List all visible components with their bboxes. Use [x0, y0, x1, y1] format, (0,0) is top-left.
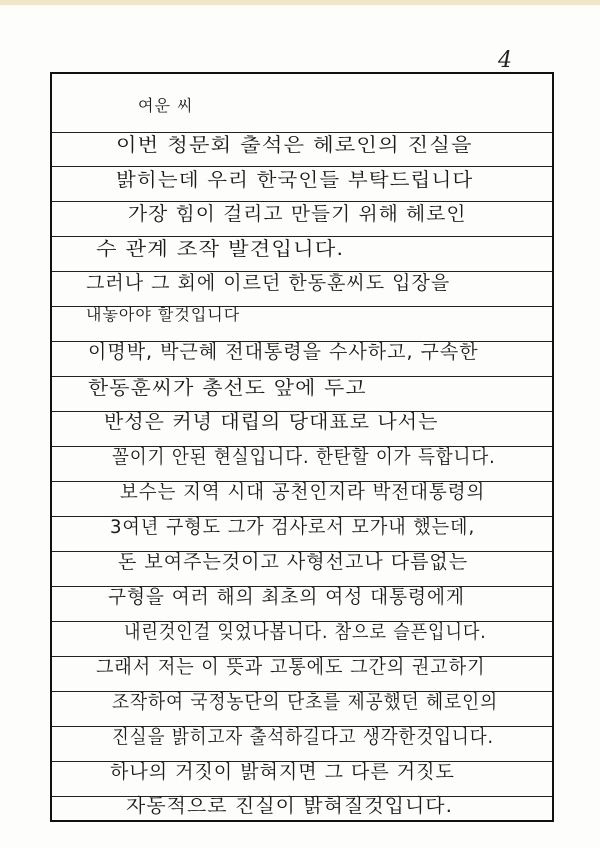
handwritten-line: 이번 청문회 출석은 헤로인의 진실을: [116, 134, 473, 156]
handwritten-line: 꼴이기 안된 현실입니다. 한탄할 이가 득합니다.: [112, 446, 496, 468]
handwritten-line: 반성은 커녕 대립의 당대표로 나서는: [104, 411, 439, 433]
handwritten-line: 내린것인걸 잊었나봅니다. 참으로 슬픈입니다.: [124, 621, 487, 643]
handwritten-line: 이명박, 박근혜 전대통령을 수사하고, 구속한: [88, 341, 479, 363]
handwritten-line: 진실을 밝히고자 출석하길다고 생각한것입니다.: [112, 726, 495, 748]
handwritten-line: 내놓아야 할것입니다: [86, 305, 241, 324]
handwritten-line: 수 관계 조작 발견입니다.: [96, 238, 345, 260]
handwritten-line: 돈 보여주는것이고 사형선고나 다름없는: [118, 551, 469, 573]
paper-top-edge: [0, 0, 600, 5]
handwritten-line: 가장 힘이 걸리고 만들기 위해 헤로인: [128, 203, 467, 225]
handwritten-line: 조작하여 국정농단의 단초를 제공했던 헤로인의: [112, 691, 499, 713]
handwritten-line: 구형을 여러 해의 최초의 여성 대통령에게: [108, 586, 465, 608]
handwritten-line: 보수는 지역 시대 공천인지라 박전대통령의: [120, 481, 486, 503]
handwritten-line: 하나의 거짓이 밝혀지면 그 다른 거짓도: [110, 761, 455, 783]
handwritten-line: 밝히는데 우리 한국인들 부탁드립니다: [116, 169, 474, 191]
handwritten-line: 그러나 그 회에 이르던 한동훈씨도 입장을: [86, 272, 451, 294]
handwritten-line: 그래서 저는 이 뜻과 고통에도 그간의 권고하기: [96, 656, 486, 678]
handwritten-line: 3여년 구형도 그가 검사로서 모가내 했는데,: [110, 516, 476, 538]
page-number: 4: [498, 48, 512, 73]
handwritten-line: 여운 씨: [138, 96, 194, 115]
handwritten-line: 한동훈씨가 총선도 앞에 두고: [88, 377, 367, 399]
handwritten-line: 자동적으로 진실이 밝혀질것입니다.: [126, 795, 454, 817]
